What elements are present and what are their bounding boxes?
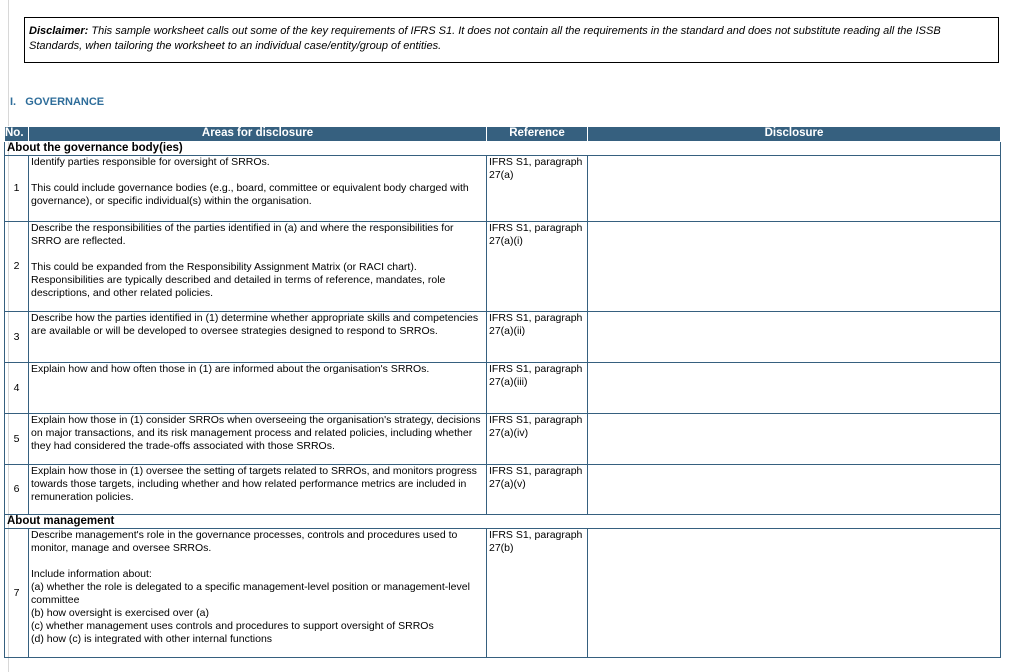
table-row: [5, 312, 1001, 363]
reference-cell[interactable]: IFRS S1, paragraph 27(a)(ii): [487, 312, 588, 363]
disclaimer-box: [24, 17, 999, 63]
disclosure-cell[interactable]: [588, 529, 1001, 658]
area-cell[interactable]: Explain how and how often those in (1) are informed about the organisation's SRROs.: [29, 363, 487, 414]
area-cell[interactable]: Describe how the parties identified in (1) determine whether appropriate skills and competencies are available or will be developed to oversee strategies designed to respond to SRROs.: [29, 312, 487, 363]
section-heading: About management: [5, 515, 1001, 529]
disclaimer-label: Disclaimer:: [29, 25, 89, 37]
table-row: [5, 529, 1001, 658]
area-cell[interactable]: Identify parties responsible for oversight of SRROs. This could include governance bodies (e.g., board, committee or equivalent body charged with governance), or specific individual(s) within the organisation.: [29, 156, 487, 222]
table-row: [5, 156, 1001, 222]
header-no: No.: [5, 127, 29, 142]
table-row: [5, 363, 1001, 414]
section-heading: About the governance body(ies): [5, 142, 1001, 156]
reference-cell[interactable]: IFRS S1, paragraph 27(a): [487, 156, 588, 222]
section-row: [5, 142, 1001, 156]
area-cell[interactable]: Explain how those in (1) consider SRROs when overseeing the organisation's strategy, decisions on major transactions, and its risk management process and related policies, including whether they had considered the trade-offs associated with those SRROs.: [29, 414, 487, 465]
row-number: 6: [5, 465, 29, 515]
section-title: I. GOVERNANCE: [10, 96, 105, 108]
area-cell[interactable]: Describe management's role in the governance processes, controls and procedures used to monitor, manage and oversee SRROs. Include information about: (a) whether the role is delegated to a specific management-level position or management-level committee (b) how oversight is exercised over (a) (c) whether management uses controls and procedures to support oversight of SRROs (d) how (c) is integrated with other internal functions: [29, 529, 487, 658]
disclosure-cell[interactable]: [588, 312, 1001, 363]
table-row: [5, 414, 1001, 465]
disclosure-cell[interactable]: [588, 465, 1001, 515]
table-row: [5, 222, 1001, 312]
area-cell[interactable]: Describe the responsibilities of the parties identified in (a) and where the responsibilities for SRRO are reflected. This could be expanded from the Responsibility Assignment Matrix (or RACI chart). Responsibilities are typically described and detailed in terms of reference, mandates, role descriptions, and other related policies.: [29, 222, 487, 312]
header-areas: Areas for disclosure: [29, 127, 487, 142]
row-number: 7: [5, 529, 29, 658]
header-reference: Reference: [487, 127, 588, 142]
reference-cell[interactable]: IFRS S1, paragraph 27(a)(iv): [487, 414, 588, 465]
reference-cell[interactable]: IFRS S1, paragraph 27(a)(v): [487, 465, 588, 515]
disclosure-table: [4, 126, 1001, 658]
disclaimer-text: This sample worksheet calls out some of the key requirements of IFRS S1. It does not contain all the requirements in the standard and does not substitute reading all the ISSB Standards, when tailoring the worksheet to an individual case/entity/group of entities.: [29, 25, 941, 52]
area-cell[interactable]: Explain how those in (1) oversee the setting of targets related to SRROs, and monitors progress towards those targets, including whether and how related performance metrics are included in remuneration policies.: [29, 465, 487, 515]
disclosure-cell[interactable]: [588, 156, 1001, 222]
reference-cell[interactable]: IFRS S1, paragraph 27(a)(i): [487, 222, 588, 312]
table-row: [5, 465, 1001, 515]
reference-cell[interactable]: IFRS S1, paragraph 27(a)(iii): [487, 363, 588, 414]
disclosure-cell[interactable]: [588, 414, 1001, 465]
section-row: [5, 515, 1001, 529]
reference-cell[interactable]: IFRS S1, paragraph 27(b): [487, 529, 588, 658]
row-number: 1: [5, 156, 29, 222]
header-disclosure: Disclosure: [588, 127, 1001, 142]
row-number: 5: [5, 414, 29, 465]
row-number: 3: [5, 312, 29, 363]
row-number: 2: [5, 222, 29, 312]
disclosure-cell[interactable]: [588, 363, 1001, 414]
row-number: 4: [5, 363, 29, 414]
disclosure-cell[interactable]: [588, 222, 1001, 312]
